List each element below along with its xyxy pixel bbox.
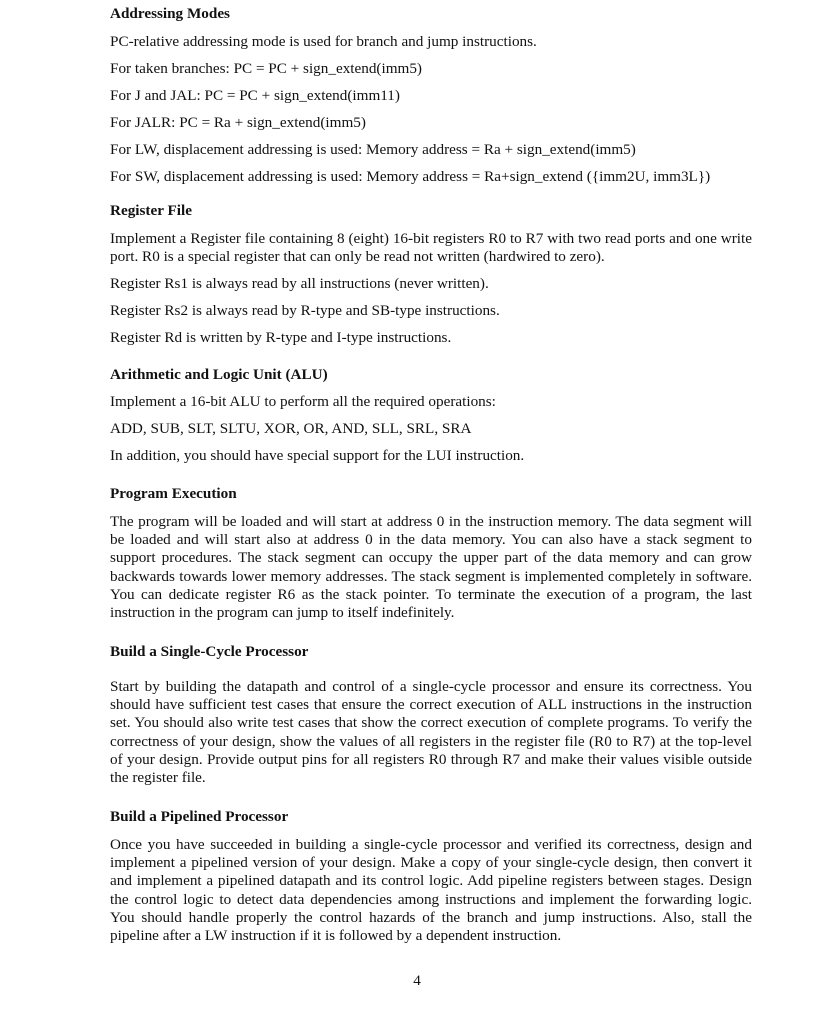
section-program-execution xyxy=(110,485,752,622)
heading-program-execution: Program Execution xyxy=(110,485,237,502)
register-file-line: Register Rs2 is always read by R-type and SB-type instructions. xyxy=(110,302,500,320)
section-pipelined xyxy=(110,808,752,945)
addressing-line: For J and JAL: PC = PC + sign_extend(imm11) xyxy=(110,87,400,104)
section-register-file xyxy=(110,202,752,347)
page-number: 4 xyxy=(413,972,421,989)
register-file-line: Register Rs1 is always read by all instructions (never written). xyxy=(110,275,489,293)
alu-line: ADD, SUB, SLT, SLTU, XOR, OR, AND, SLL, SRL, SRA xyxy=(110,420,472,437)
heading-alu: Arithmetic and Logic Unit (ALU) xyxy=(110,366,328,383)
addressing-line: For LW, displacement addressing is used: Memory address = Ra + sign_extend(imm5) xyxy=(110,141,636,158)
alu-line: Implement a 16-bit ALU to perform all the required operations: xyxy=(110,393,496,410)
heading-single-cycle: Build a Single-Cycle Processor xyxy=(110,643,309,660)
section-alu xyxy=(110,366,752,465)
addressing-line: For SW, displacement addressing is used: Memory address = Ra+sign_extend ({imm2U, imm3L}) xyxy=(110,168,711,185)
heading-pipelined: Build a Pipelined Processor xyxy=(110,808,289,825)
program-execution-body: The program will be loaded and will start at address 0 in the instruction memory. The data segment will be loaded and will start also at address 0 in the data memory. You can also have a stack segment to support procedures. The stack segment can occupy the upper part of the data memory and can grow backwards towards lower memory addresses. The stack segment is implemented completely in software. You can dedicate register R6 as the stack pointer. To terminate the execution of a program, the last instruction in the program can jump to itself indefinitely. xyxy=(110,513,752,622)
section-single-cycle xyxy=(110,643,752,787)
addressing-line: For taken branches: PC = PC + sign_extend(imm5) xyxy=(110,60,422,77)
single-cycle-body: Start by building the datapath and control of a single-cycle processor and ensure its correctness. You should have sufficient test cases that ensure the correct execution of ALL instructions in the instruction set. You should also write test cases that show the correct execution of complete programs. To verify the correctness of your design, show the values of all registers in the register file (R0 to R7) at the top-level of your design. Provide output pins for all registers R0 through R7 and make their values visible outside the register file. xyxy=(110,678,752,787)
heading-addressing-modes: Addressing Modes xyxy=(110,5,230,22)
addressing-line: PC-relative addressing mode is used for branch and jump instructions. xyxy=(110,33,537,50)
register-file-line: Register Rd is written by R-type and I-type instructions. xyxy=(110,329,452,347)
pipelined-body: Once you have succeeded in building a single-cycle processor and verified its correctness, design and implement a pipelined version of your design. Make a copy of your single-cycle design, then convert it and implement a pipelined datapath and its control logic. Add pipeline registers between stages. Design the control logic to detect data dependencies among instructions and implement the forwarding logic. You should handle properly the control hazards of the branch and jump instructions. Also, stall the pipeline after a LW instruction if it is followed by a dependent instruction. xyxy=(110,836,752,945)
heading-register-file: Register File xyxy=(110,202,192,219)
section-addressing-modes xyxy=(110,5,752,186)
alu-line: In addition, you should have special support for the LUI instruction. xyxy=(110,447,525,464)
addressing-line: For JALR: PC = Ra + sign_extend(imm5) xyxy=(110,114,366,131)
register-file-intro: Implement a Register file containing 8 (eight) 16-bit registers R0 to R7 with two read ports and one write port. R0 is a special register that can only be read not written (hardwired to zero). xyxy=(110,230,752,266)
